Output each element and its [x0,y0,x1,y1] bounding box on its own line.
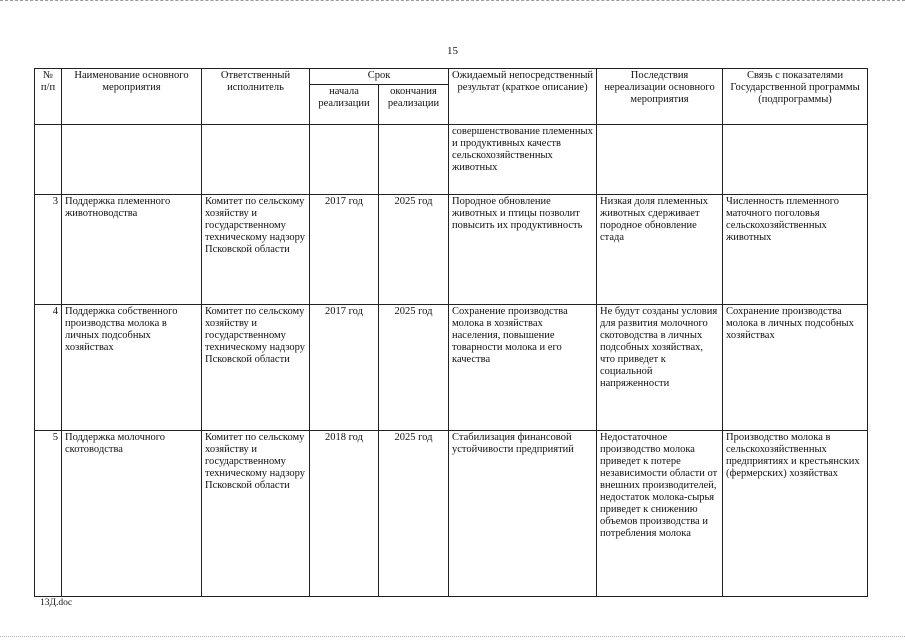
table-row [35,305,868,431]
cell-end: 2025 год [379,195,449,305]
cell-link: Производство молока в сельскохозяйственных предприятиях и крестьянских (фермерских) хозяйствах [723,431,868,597]
cell-end: 2025 год [379,305,449,431]
header-term-start: начала реализации [310,85,379,125]
header-term: Срок [310,69,449,85]
measures-table [34,68,868,597]
cell-num: 5 [35,431,62,597]
table-row-continuation [35,125,868,195]
cell-end: 2025 год [379,431,449,597]
cell-consequences: Не будут созданы условия для развития молочного скотоводства в личных подсобных хозяйствах, что приведет к социальной напряженности [597,305,723,431]
header-responsible: Ответственный исполнитель [202,69,310,125]
header-consequences: Последствия нереализации основного мероприятия [597,69,723,125]
cell-result: совершенствование племенных и продуктивных качеств сельскохозяйственных животных [449,125,597,195]
cell-responsible: Комитет по сельскому хозяйству и государственному техническому надзору Псковской области [202,431,310,597]
cell-result: Стабилизация финансовой устойчивости предприятий [449,431,597,597]
table-row [35,195,868,305]
cell-consequences: Низкая доля племенных животных сдерживает породное обновление стада [597,195,723,305]
scan-edge-top [0,0,905,7]
cell-responsible: Комитет по сельскому хозяйству и государственному техническому надзору Псковской области [202,305,310,431]
cell-link: Численность племенного маточного поголовья сельскохозяйственных животных [723,195,868,305]
cell-result: Сохранение производства молока в хозяйствах населения, повышение товарности молока и его качества [449,305,597,431]
cell-name: Поддержка племенного животноводства [62,195,202,305]
header-name: Наименование основного мероприятия [62,69,202,125]
header-term-end: окончания реализации [379,85,449,125]
cell-start: 2018 год [310,431,379,597]
cell-name: Поддержка молочного скотоводства [62,431,202,597]
cell-result: Породное обновление животных и птицы позволит повысить их продуктивность [449,195,597,305]
page-number: 15 [447,45,458,57]
cell-num: 3 [35,195,62,305]
cell-name: Поддержка собственного производства молока в личных подсобных хозяйствах [62,305,202,431]
footer-filename: 13Д.doc [40,598,73,608]
cell-start: 2017 год [310,305,379,431]
table-row [35,431,868,597]
scan-edge-bottom [0,636,905,640]
cell-num: 4 [35,305,62,431]
header-num: № п/п [35,69,62,125]
cell-consequences: Недостаточное производство молока приведет к потере независимости области от внешних производителей, недостаток молока-сырья приведет к снижению объемов производства и потребления молока [597,431,723,597]
header-row [35,69,868,85]
cell-start: 2017 год [310,195,379,305]
cell-responsible: Комитет по сельскому хозяйству и государственному техническому надзору Псковской области [202,195,310,305]
cell-link: Сохранение производства молока в личных подсобных хозяйствах [723,305,868,431]
header-result: Ожидаемый непосредственный результат (краткое описание) [449,69,597,125]
header-link: Связь с показателями Государственной программы (подпрограммы) [723,69,868,125]
